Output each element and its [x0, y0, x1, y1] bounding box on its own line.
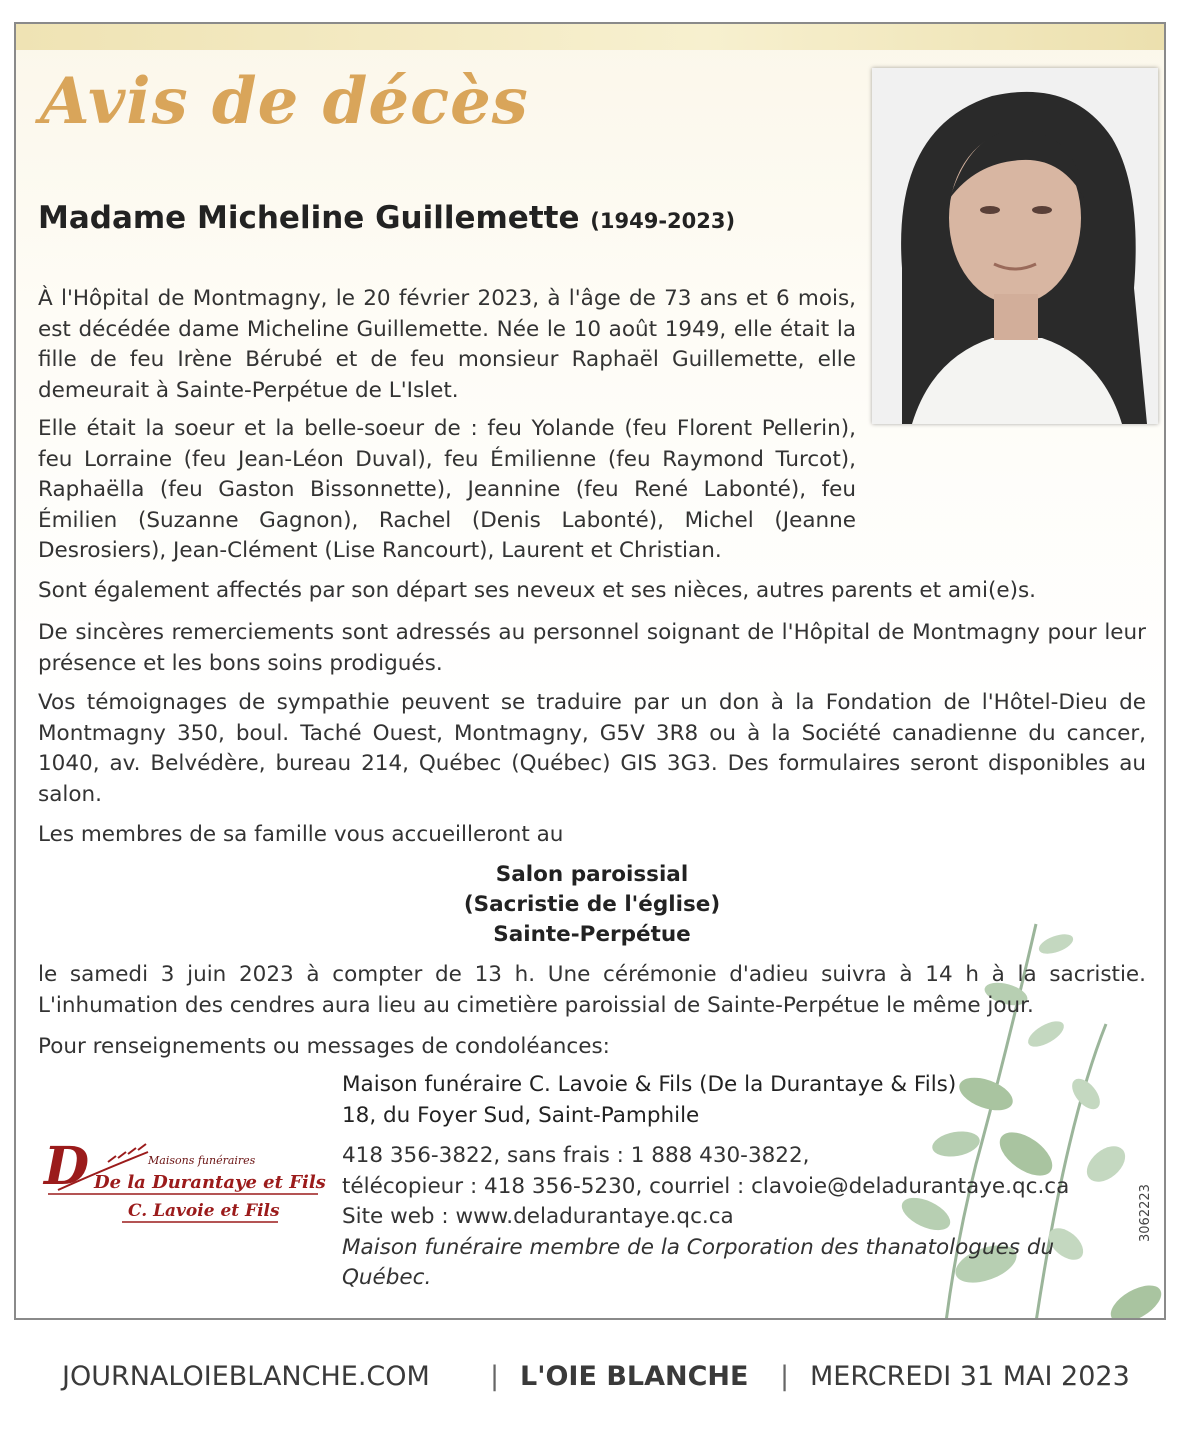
logo-letter: D: [44, 1136, 90, 1197]
footer-separator-2: |: [780, 1361, 790, 1392]
funeral-home-membership: Maison funéraire membre de la Corporation des thanatologues du Québec.: [342, 1234, 1055, 1290]
logo-line2: De la Durantaye et Fils: [94, 1172, 326, 1193]
footer-paper: L'OIE BLANCHE: [520, 1361, 749, 1392]
logo-line1: Maisons funéraires: [148, 1154, 256, 1167]
notice-heading: Avis de décès: [40, 64, 529, 139]
funeral-home-web: Site web : www.deladurantaye.qc.ca: [342, 1204, 734, 1229]
years-text: (1949-2023): [590, 209, 736, 233]
obituary-card: [14, 22, 1166, 1320]
funeral-home-logo: [38, 1132, 338, 1232]
page-footer: [0, 1355, 1200, 1405]
paragraph-welcome: Les membres de sa famille vous accueilleront au: [38, 822, 564, 847]
venue-name: Salon paroissial: [495, 862, 689, 887]
paragraph-thanks: De sincères remerciements sont adressés au personnel soignant de l'Hôpital de Montmagny pour leur présence et les bons soins prodigués.: [38, 620, 1146, 676]
venue-detail: (Sacristie de l'église): [463, 892, 721, 917]
funeral-home-name: Maison funéraire C. Lavoie & Fils (De la Durantaye & Fils): [342, 1072, 957, 1097]
portrait-photo: [872, 68, 1158, 424]
logo-line3: C. Lavoie et Fils: [128, 1201, 280, 1221]
venue-town: Sainte-Perpétue: [493, 922, 691, 947]
footer-date: MERCREDI 31 MAI 2023: [810, 1361, 1130, 1392]
paragraph-siblings: [38, 414, 856, 563]
footer-site: JOURNALOIEBLANCHE.COM: [62, 1361, 430, 1392]
paragraph-contact-intro: Pour renseignements ou messages de condoléances:: [38, 1034, 610, 1059]
funeral-home-fax-email: télécopieur : 418 356-5230, courriel : clavoie@deladurantaye.qc.ca: [342, 1173, 1070, 1199]
paragraph-intro: À l'Hôpital de Montmagny, le 20 février 2023, à l'âge de 73 ans et 6 mois, est décédée dame Micheline Guillemette. Née le 10 août 1949, elle était la fille de feu Irène Bérubé et de feu monsieur Raphaël Guillemette, elle demeurait à Sainte-Perpétue de L'Islet.: [38, 286, 856, 403]
paragraph-donations: Vos témoignages de sympathie peuvent se traduire par un don à la Fondation de l'Hôtel-Dieu de Montmagny 350, boul. Taché Ouest, Montmagny, G5V 3R8 ou à la Société canadienne du cancer, 1040, av. Belvédère, bureau 214, Québec (Québec) GIS 3G3. Des formulaires seront disponibles au salon.: [38, 690, 1146, 807]
name-text: Madame Micheline Guillemette: [38, 200, 580, 236]
deceased-name: [38, 200, 735, 236]
footer-separator-1: |: [490, 1361, 500, 1392]
funeral-home-info: [342, 1070, 1142, 1294]
paragraph-ceremony: le samedi 3 juin 2023 à compter de 13 h. Une cérémonie d'adieu suivra à 14 h à la sacristie. L'inhumation des cendres aura lieu au cimetière paroissial de Sainte-Perpétue le même jour.: [38, 962, 1146, 1018]
top-band: [16, 24, 1164, 50]
funeral-home-address: 18, du Foyer Sud, Saint-Pamphile: [342, 1102, 700, 1128]
paragraph-affected: Sont également affectés par son départ ses neveux et ses nièces, autres parents et ami(e)s.: [38, 578, 1036, 603]
funeral-home-phone: 418 356-3822, sans frais : 1 888 430-3822,: [342, 1143, 810, 1168]
ad-code: 3062223: [1138, 1184, 1153, 1242]
paragraph-siblings-text: Elle était la soeur et la belle-soeur de : feu Yolande (feu Florent Pellerin), feu Lorraine (feu Jean-Léon Duval), feu Émilienne (feu Raymond Turcot), Raphaëlla (feu Gaston Bissonnette), Jeannine (feu René Labonté), feu Émilien (Suzanne Gagnon), Rachel (Denis Labonté), Michel (Jeanne Desrosiers), Jean-Clément (Lise Rancourt), Laurent et Christian.: [38, 416, 856, 563]
